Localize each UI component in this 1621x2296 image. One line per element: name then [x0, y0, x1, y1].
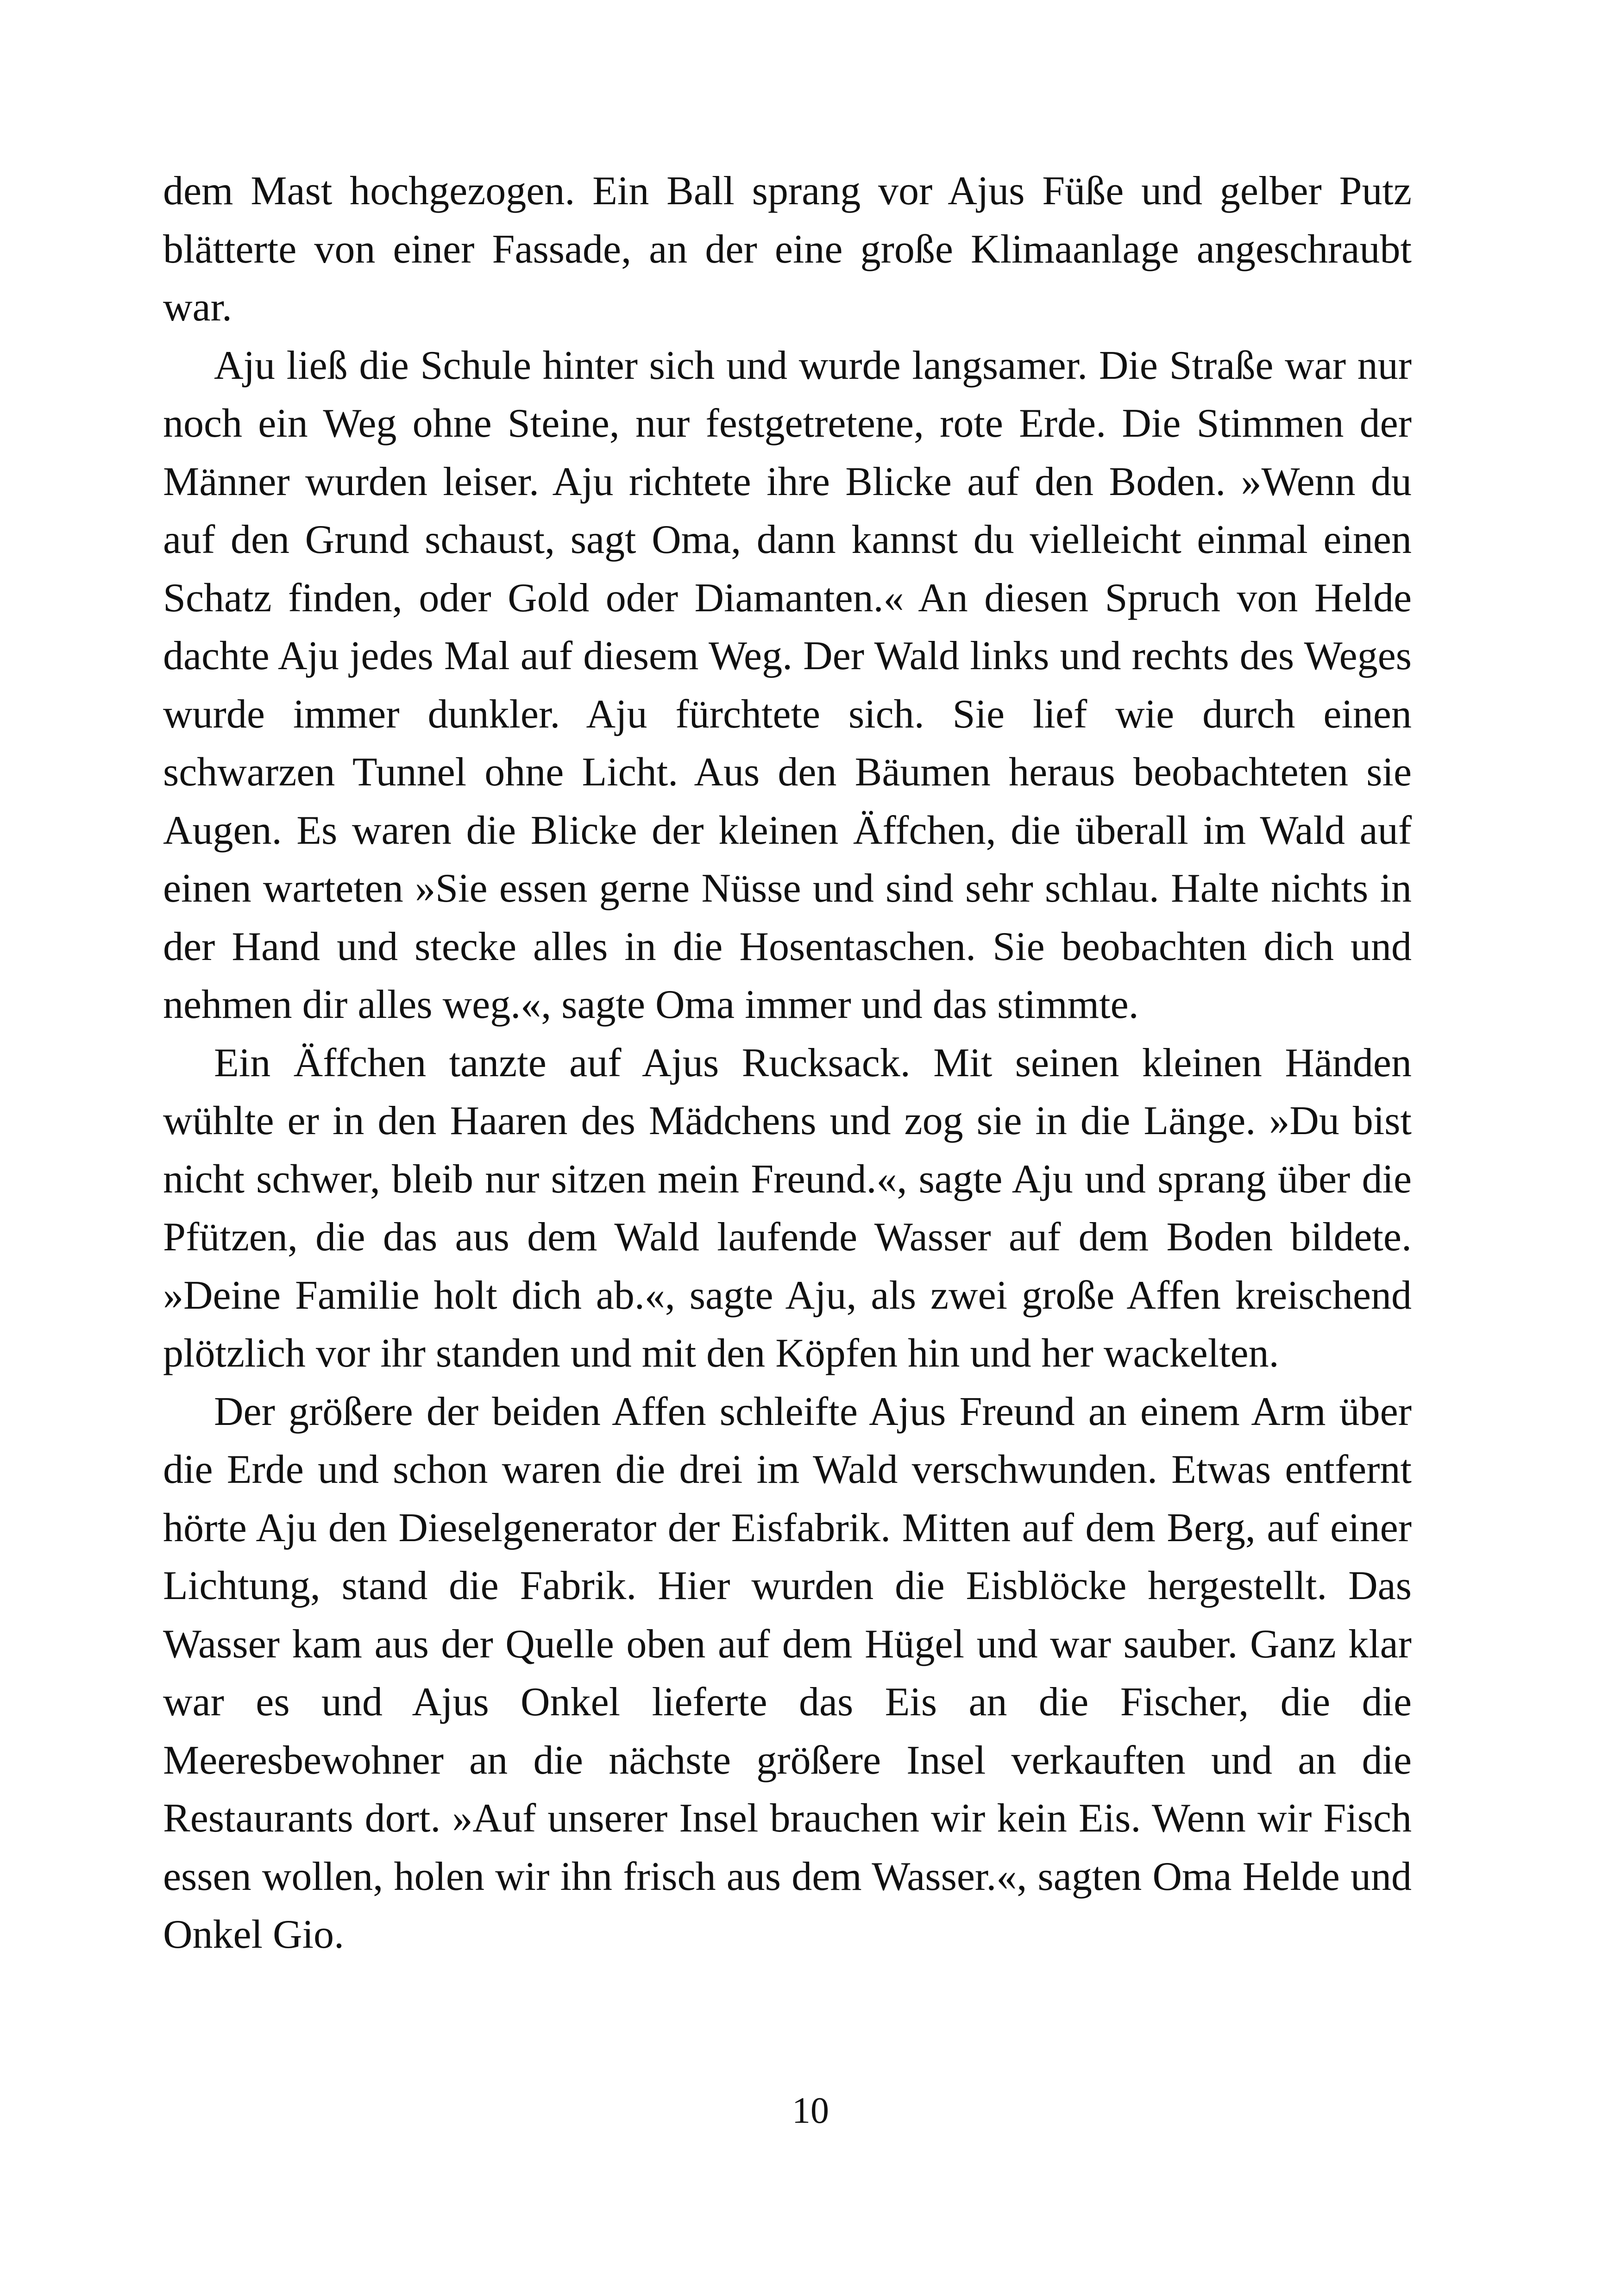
body-text [163, 162, 1412, 1964]
page-number: 10 [792, 2090, 829, 2131]
paragraph-2: Aju ließ die Schule hinter sich und wurde langsamer. Die Straße war nur noch ein Weg ohne Steine, nur festgetretene, rote Erde. Die Stimmen der Männer wurden leiser. Aju richtete ihre Blicke auf den Boden. »Wenn du auf den Grund schaust, sagt Oma, dann kannst du vielleicht einmal einen Schatz finden, oder Gold oder Diamanten.« An diesen Spruch von Helde dachte Aju jedes Mal auf diesem Weg. Der Wald links und rechts des Weges wurde immer dunkler. Aju fürchtete sich. Sie lief wie durch einen schwarzen Tunnel ohne Licht. Aus den Bäumen heraus beobachteten sie Augen. Es waren die Blicke der kleinen Äffchen, die überall im Wald auf einen warteten »Sie essen gerne Nüsse und sind sehr schlau. Halte nichts in der Hand und stecke alles in die Hosentaschen. Sie beobachten dich und nehmen dir alles weg.«, sagte Oma immer und das stimmte. [163, 343, 1412, 1027]
paragraph-4: Der größere der beiden Affen schleifte Ajus Freund an einem Arm über die Erde und schon waren die drei im Wald verschwunden. Etwas entfernt hörte Aju den Dieselgenerator der Eisfabrik. Mitten auf dem Berg, auf einer Lichtung, stand die Fabrik. Hier wurden die Eisblöcke hergestellt. Das Wasser kam aus der Quelle oben auf dem Hügel und war sauber. Ganz klar war es und Ajus Onkel lieferte das Eis an die Fischer, die die Meeresbewohner an die nächste größere Insel verkauften und an die Restaurants dort. »Auf unserer Insel brauchen wir kein Eis. Wenn wir Fisch essen wollen, holen wir ihn frisch aus dem Wasser.«, sagten Oma Helde und Onkel Gio. [163, 1389, 1412, 1957]
paragraph-1: dem Mast hochgezogen. Ein Ball sprang vor Ajus Füße und gelber Putz blätterte von einer Fassade, an der eine große Klimaanlage angeschraubt war. [163, 169, 1412, 330]
paragraph-3: Ein Äffchen tanzte auf Ajus Rucksack. Mit seinen kleinen Händen wühlte er in den Haaren des Mädchens und zog sie in die Länge. »Du bist nicht schwer, bleib nur sitzen mein Freund.«, sagte Aju und sprang über die Pfützen, die das aus dem Wald laufende Wasser auf dem Boden bildete. »Deine Familie holt dich ab.«, sagte Aju, als zwei große Affen kreischend plötzlich vor ihr standen und mit den Köpfen hin und her wackelten. [163, 1040, 1412, 1376]
